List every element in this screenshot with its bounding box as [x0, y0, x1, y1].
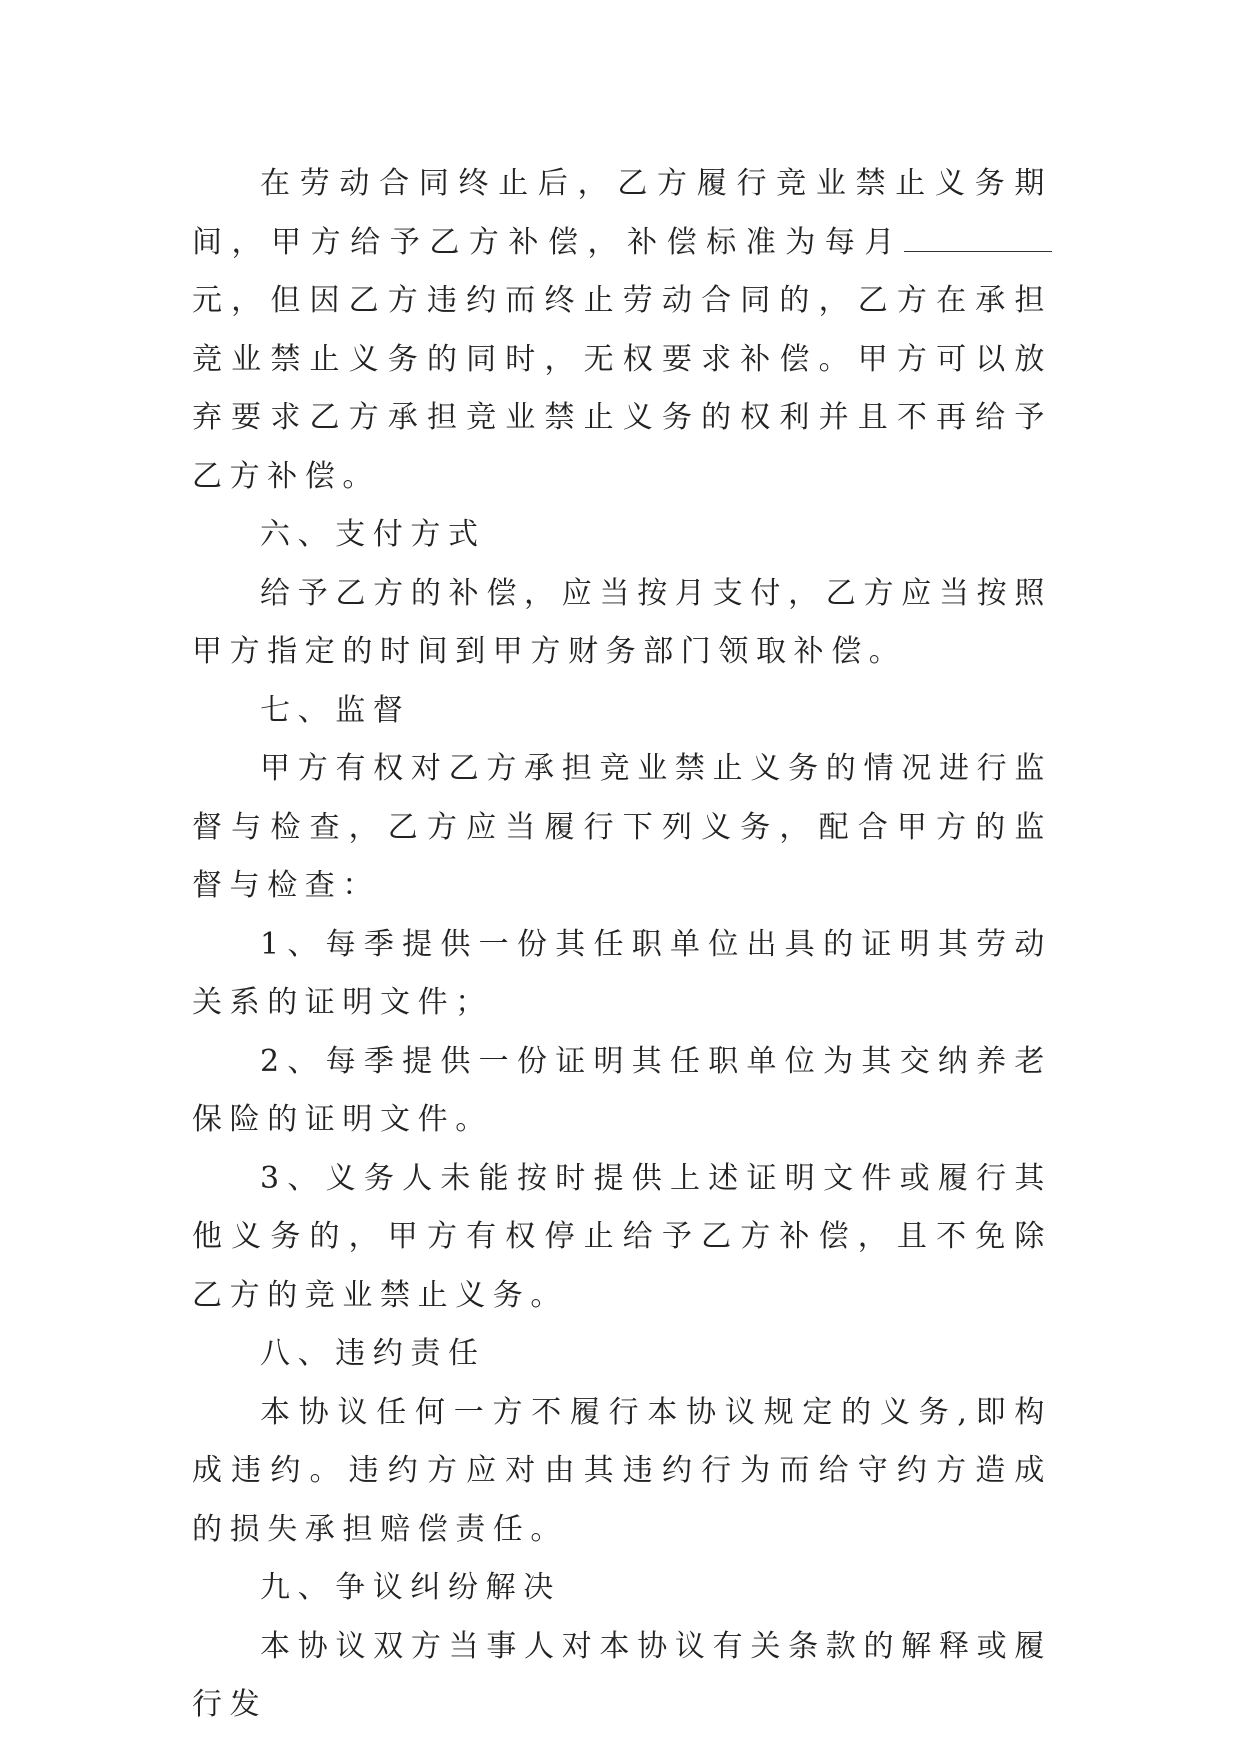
supervision-item-2: 2、每季提供一份证明其任职单位为其交纳养老保险的证明文件。 — [192, 1043, 1052, 1137]
dispute-paragraph: 本协议双方当事人对本协议有关条款的解释或履行发 — [192, 1628, 1052, 1722]
amount-blank — [904, 227, 1052, 252]
section-heading-supervision: 七、监督 — [260, 692, 411, 728]
section-heading-payment: 六、支付方式 — [260, 517, 486, 552]
supervision-item-1: 1、每季提供一份其任职单位出具的证明其劳动关系的证明文件； — [192, 926, 1052, 1020]
compensation-paragraph — [192, 155, 1052, 506]
supervision-item-3: 3、义务人未能按时提供上述证明文件或履行其他义务的，甲方有权停止给予乙方补偿，且不免除乙方的竞业禁止义务。 — [192, 1160, 1052, 1313]
supervision-paragraph: 甲方有权对乙方承担竞业禁止义务的情况进行监督与检查，乙方应当履行下列义务，配合甲方的监督与检查： — [192, 751, 1052, 903]
compensation-text-end: 元，但因乙方违约而终止劳动合同的，乙方在承担竞业禁止义务的同时，无权要求补偿。甲方可以放弃要求乙方承担竞业禁止义务的权利并且不再给予乙方补偿。 — [192, 283, 1052, 494]
document-body — [192, 155, 1052, 1735]
section-heading-dispute: 九、争议纠纷解决 — [260, 1570, 561, 1605]
payment-paragraph: 给予乙方的补偿，应当按月支付，乙方应当按照甲方指定的时间到甲方财务部门领取补偿。 — [192, 575, 1052, 669]
section-heading-liability: 八、违约责任 — [260, 1336, 486, 1371]
compensation-text-start: 在劳动合同终止后，乙方履行竞业禁止义务期间，甲方给予乙方补偿，补偿标准为每月 — [192, 166, 1052, 260]
liability-paragraph: 本协议任何一方不履行本协议规定的义务,即构成违约。违约方应对由其违约行为而给守约方造成的损失承担赔偿责任。 — [192, 1394, 1052, 1547]
